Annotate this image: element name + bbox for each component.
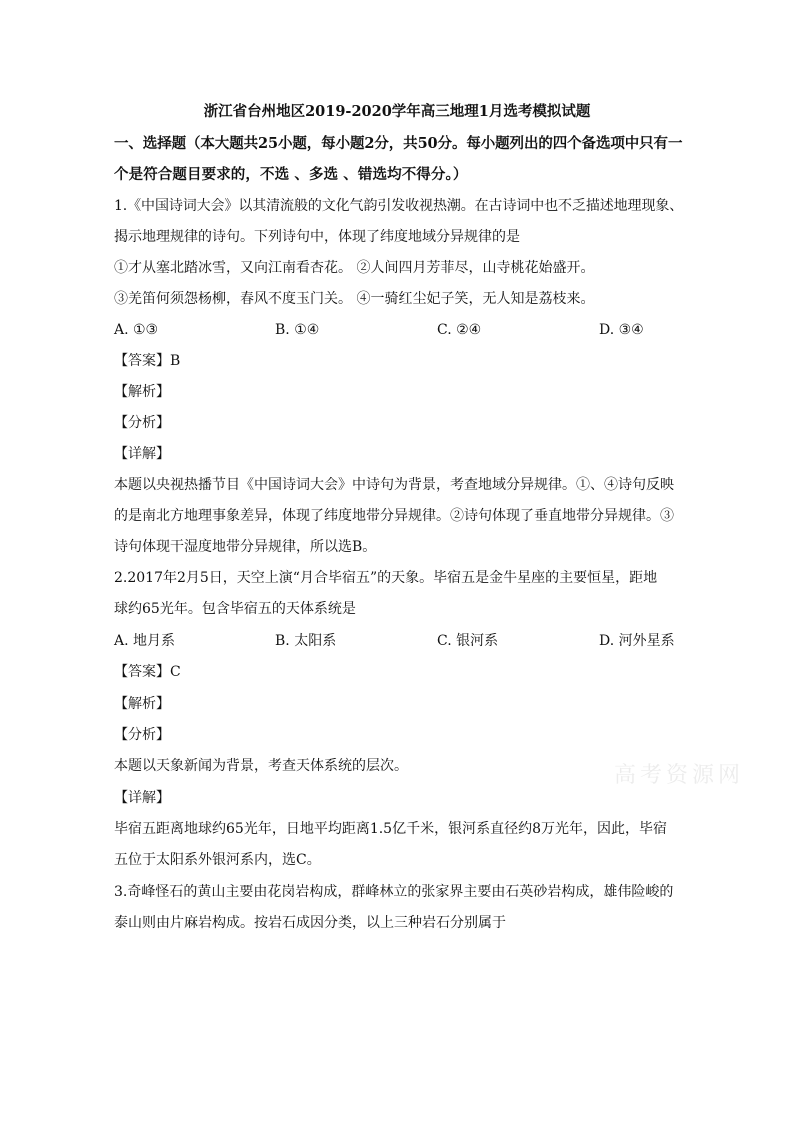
- q2-jiexi-label: 【解析】: [114, 696, 170, 712]
- watermark-text: 高考资源网: [614, 763, 745, 788]
- q1-answer: 【答案】B: [114, 353, 181, 369]
- q1-stem-line-3: ①才从塞北踏冰雪，又向江南看杏花。 ②人间四月芳菲尽，山寺桃花始盛开。: [114, 260, 595, 276]
- q1-option-a: A. ①③: [114, 322, 159, 338]
- q2-detail-line-2: 五位于太阳系外银河系内，选C。: [114, 852, 321, 868]
- q1-stem-line-4: ③羌笛何须怨杨柳，春风不度玉门关。 ④一骑红尘妃子笑，无人知是荔枝来。: [114, 291, 595, 307]
- q2-stem-line-1: 2.2017年2月5日，天空上演“月合毕宿五”的天象。毕宿五是金牛星座的主要恒星，距地: [114, 570, 658, 586]
- q1-detail-line-3: 诗句体现干湿度地带分异规律，所以选B。: [114, 539, 377, 555]
- q3-stem-line-2: 泰山则由片麻岩构成。按岩石成因分类，以上三种岩石分别属于: [114, 915, 506, 931]
- q2-analysis-line-1: 本题以天象新闻为背景，考查天体系统的层次。: [114, 758, 408, 774]
- q1-option-b: B. ①④: [275, 322, 320, 338]
- q2-fenxi-label: 【分析】: [114, 727, 170, 743]
- q1-detail-line-1: 本题以央视热播节目《中国诗词大会》中诗句为背景，考查地域分异规律。①、④诗句反映: [114, 477, 674, 493]
- section-header-line-1: 一、选择题（本大题共25小题，每小题2分，共50分。每小题列出的四个备选项中只有一: [114, 135, 683, 152]
- q2-option-d: D. 河外星系: [599, 633, 675, 649]
- q2-option-b: B. 太阳系: [275, 633, 337, 649]
- q2-xiangjie-label: 【详解】: [114, 790, 170, 806]
- q1-detail-line-2: 的是南北方地理事象差异，体现了纬度地带分异规律。②诗句体现了垂直地带分异规律。③: [114, 508, 674, 524]
- q1-option-d: D. ③④: [599, 322, 644, 338]
- q1-stem-line-2: 揭示地理规律的诗句。下列诗句中，体现了纬度地域分异规律的是: [114, 229, 520, 245]
- q1-fenxi-label: 【分析】: [114, 415, 170, 431]
- section-header-line-2: 个是符合题目要求的，不选 、多选 、错选均不得分。）: [114, 166, 468, 183]
- q2-detail-line-1: 毕宿五距离地球约65光年，日地平均距离1.5亿千米，银河系直径约8万光年，因此，毕宿: [114, 821, 667, 837]
- q2-answer: 【答案】C: [114, 664, 181, 680]
- q1-stem-line-1: 1.《中国诗词大会》以其清流般的文化气韵引发收视热潮。在古诗词中也不乏描述地理现象、: [114, 198, 684, 214]
- q1-jiexi-label: 【解析】: [114, 384, 170, 400]
- q1-option-c: C. ②④: [437, 322, 482, 338]
- q1-xiangjie-label: 【详解】: [114, 446, 170, 462]
- document-title: 浙江省台州地区2019-2020学年高三地理1月选考模拟试题: [203, 103, 591, 120]
- q3-stem-line-1: 3.奇峰怪石的黄山主要由花岗岩构成，群峰林立的张家界主要由石英砂岩构成，雄伟险峻的: [114, 884, 674, 900]
- q2-option-a: A. 地月系: [114, 633, 176, 649]
- q2-option-c: C. 银河系: [437, 633, 499, 649]
- q2-stem-line-2: 球约65光年。包含毕宿五的天体系统是: [114, 601, 356, 617]
